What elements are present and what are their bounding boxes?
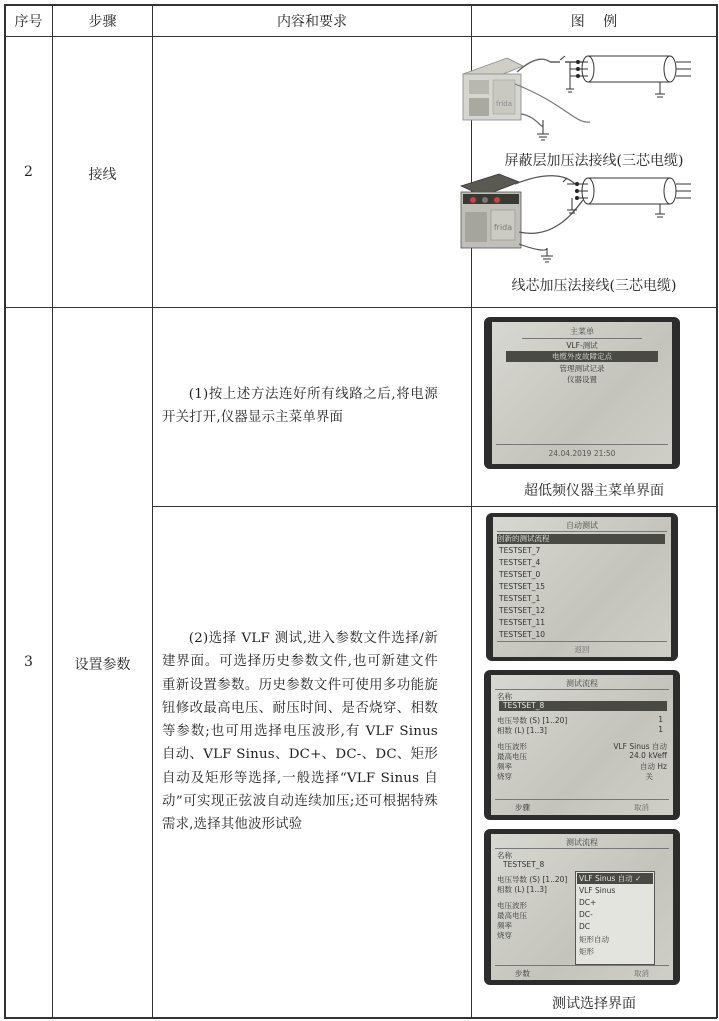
flow1-row-0-value: 1 [658, 715, 663, 724]
flow2-row-3: 最高电压 [497, 911, 527, 920]
main-menu-date: 24.04.2019 21:50 [548, 449, 616, 458]
auto-test-item-0: 创新的测试流程 [497, 534, 665, 544]
row-divider-2-3 [4, 307, 717, 308]
flow1-row-0-label: 电压导数 (S) [1..20] [497, 716, 568, 725]
auto-test-back: 返回 [574, 645, 590, 654]
flow1-row-4-label: 频率 [497, 762, 512, 771]
flow1-title: 测试流程 [566, 679, 598, 688]
flow1-row-3-value: 24.0 kVeff [629, 751, 667, 760]
col-divider-1 [52, 4, 53, 1018]
row3-paragraph-1: (1)按上述方法连好所有线路之后,将电源开关打开,仪器显示主菜单界面 [162, 387, 438, 426]
header-content: 内容和要求 [277, 14, 347, 30]
row3-number: 3 [24, 654, 33, 670]
vlf-device-1 [463, 58, 523, 120]
flow2-name-label: 名称 [497, 851, 512, 860]
header-figure: 图 例 [570, 14, 618, 30]
auto-test-item-4: TESTSET_15 [499, 582, 546, 591]
waveform-option-0: VLF Sinus 自动 ✓ [577, 873, 653, 884]
device-screen-main-menu [484, 317, 680, 469]
header-step: 步骤 [88, 14, 117, 30]
auto-test-item-6: TESTSET_12 [499, 606, 546, 615]
waveform-option-2: DC+ [579, 898, 597, 907]
auto-test-item-5: TESTSET_1 [499, 594, 541, 603]
row3-step: 设置参数 [74, 657, 131, 673]
cable-body-2 [567, 178, 691, 217]
row2-step: 接线 [88, 167, 117, 183]
auto-test-item-8: TESTSET_10 [499, 630, 546, 639]
lcd-auto-test [493, 517, 671, 657]
fig-caption-core: 线芯加压法接线(三芯电缆) [511, 278, 677, 294]
waveform-option-3: DC- [579, 910, 593, 919]
caption-test-selection: 测试选择界面 [552, 996, 636, 1012]
cable-body-1 [566, 56, 691, 97]
main-menu-item-records: 管理测试记录 [559, 364, 605, 373]
flow1-row-5-value: 关 [645, 772, 653, 781]
device-screen-test-flow [484, 670, 680, 820]
col-divider-2 [152, 4, 153, 1018]
flow2-name-value: TESTSET_8 [503, 860, 545, 869]
table-border-bottom [4, 1017, 717, 1019]
flow1-row-2-label: 电压波形 [497, 742, 527, 751]
flow2-row-4: 频率 [497, 921, 512, 930]
row-divider-3-sub [152, 506, 717, 507]
flow2-row-0: 电压导数 (S) [1..20] [497, 875, 568, 884]
row2-number: 2 [24, 164, 33, 180]
waveform-option-5: 矩形自动 [579, 935, 609, 944]
auto-test-title: 自动测试 [566, 521, 598, 530]
table-border-left [4, 4, 6, 1018]
main-menu-item-settings: 仪器设置 [567, 375, 597, 384]
waveform-option-6: 矩形 [579, 947, 594, 956]
main-menu-item-sheath-fault: 电缆外皮故障定点 [506, 351, 658, 362]
flow2-row-5: 烧穿 [497, 931, 512, 940]
device-screen-auto-test [486, 513, 678, 661]
flow2-left-button: 步数 [515, 969, 530, 978]
waveform-option-1: VLF Sinus [579, 886, 616, 895]
flow1-left-button: 步骤 [515, 803, 530, 812]
wiring-diagram-shield [455, 44, 717, 144]
auto-test-item-3: TESTSET_0 [499, 570, 541, 579]
header-seq: 序号 [14, 14, 43, 30]
lcd-test-flow [491, 675, 673, 815]
table-border-top [4, 4, 717, 6]
lcd-test-flow-waveform [491, 834, 673, 980]
main-menu-title: 主菜单 [570, 327, 594, 336]
flow1-name-value: TESTSET_8 [499, 701, 667, 711]
flow1-row-3-label: 最高电压 [497, 752, 527, 761]
fig-caption-shield: 屏蔽层加压法接线(三芯电缆) [504, 153, 684, 169]
flow2-title: 测试流程 [566, 838, 598, 847]
row3-paragraph-2: (2)选择 VLF 测试,进入参数文件选择/新建界面。可选择历史参数文件,也可新建文件重新设置参数。历史参数文件可使用多功能旋钮修改最高电压、耐压时间、是否烧穿、相数等参数;也可用选择电压波形,有 VLF Sinus 自动、VLF Sinus、DC+、DC-、DC、矩形自动及矩形等选择,一般选择“VLF Sinus 自动”可实现正弦波自动连续加压;还可根据特殊需求,选择其他波形试验 [162, 631, 438, 833]
flow1-name-label: 名称 [497, 692, 512, 701]
flow1-right-button: 取消 [634, 803, 649, 812]
flow1-row-5-label: 烧穿 [497, 772, 512, 781]
device-screen-test-flow-waveform [484, 829, 680, 985]
auto-test-item-1: TESTSET_7 [499, 546, 541, 555]
main-menu-item-vlf: VLF-测试 [566, 341, 598, 350]
flow1-row-4-value: 自动 Hz [640, 762, 667, 771]
device-brand-label-2: frida [493, 223, 513, 232]
vlf-device-2 [461, 174, 521, 248]
caption-main-menu: 超低频仪器主菜单界面 [524, 483, 664, 499]
auto-test-item-2: TESTSET_4 [499, 558, 541, 567]
flow2-row-2: 电压波形 [497, 901, 527, 910]
lcd-main-menu [492, 322, 672, 464]
table-border-right [716, 4, 718, 1018]
auto-test-item-7: TESTSET_11 [499, 618, 546, 627]
flow1-row-1-label: 相数 (L) [1..3] [497, 726, 547, 735]
device-brand-label-1: frida [495, 100, 513, 108]
flow2-right-button: 取消 [634, 969, 649, 978]
waveform-dropdown [575, 871, 655, 965]
flow1-row-2-value: VLF Sinus 自动 [613, 742, 667, 751]
flow1-row-1-value: 1 [658, 725, 663, 734]
waveform-option-4: DC [579, 922, 591, 931]
wiring-diagram-core [455, 170, 717, 270]
row-divider-header [4, 36, 717, 37]
flow2-row-1: 相数 (L) [1..3] [497, 885, 547, 894]
